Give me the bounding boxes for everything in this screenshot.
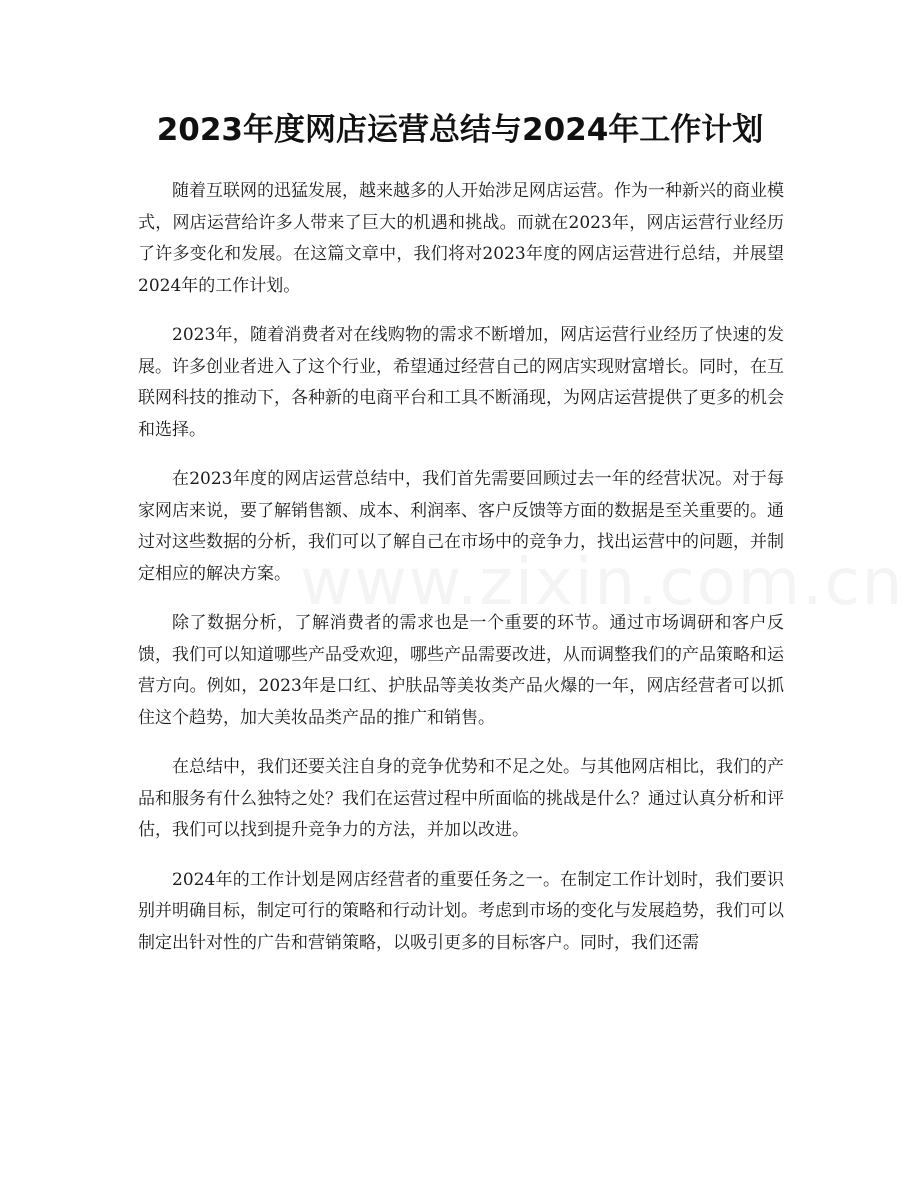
paragraph-2: 2023年，随着消费者对在线购物的需求不断增加，网店运营行业经历了快速的发展。许多创业者进入了这个行业，希望通过经营自己的网店实现财富增长。同时，在互联网科技的推动下，各种新的电商平台和工具不断涌现，为网店运营提供了更多的机会和选择。 [138,325,784,440]
paragraph-4: 除了数据分析，了解消费者的需求也是一个重要的环节。通过市场调研和客户反馈，我们可以知道哪些产品受欢迎，哪些产品需要改进，从而调整我们的产品策略和运营方向。例如，2023年是口红、护肤品等美妆类产品火爆的一年，网店经营者可以抓住这个趋势，加大美妆品类产品的推广和销售。 [138,613,784,728]
paragraph-1: 随着互联网的迅猛发展，越来越多的人开始涉足网店运营。作为一种新兴的商业模式，网店运营给许多人带来了巨大的机遇和挑战。而就在2023年，网店运营行业经历了许多变化和发展。在这篇文章中，我们将对2023年度的网店运营进行总结，并展望2024年的工作计划。 [138,181,784,296]
paragraph-6: 2024年的工作计划是网店经营者的重要任务之一。在制定工作计划时，我们要识别并明确目标，制定可行的策略和行动计划。考虑到市场的变化与发展趋势，我们可以制定出针对性的广告和营销策略，以吸引更多的目标客户。同时，我们还需 [138,869,784,953]
paragraph-5: 在总结中，我们还要关注自身的竞争优势和不足之处。与其他网店相比，我们的产品和服务有什么独特之处？我们在运营过程中所面临的挑战是什么？通过认真分析和评估，我们可以找到提升竞争力的方法，并加以改进。 [138,757,784,840]
watermark: www.zixin.com.cn [300,546,905,620]
document-title: 2023年度网店运营总结与2024年工作计划 [156,112,764,148]
document-body [138,176,905,977]
paragraph-3: 在2023年度的网店运营总结中，我们首先需要回顾过去一年的经营状况。对于每家网店来说，要了解销售额、成本、利润率、客户反馈等方面的数据是至关重要的。通过对这些数据的分析，我们可以了解自己在市场中的竞争力，找出运营中的问题，并制定相应的解决方案。 [138,469,784,584]
